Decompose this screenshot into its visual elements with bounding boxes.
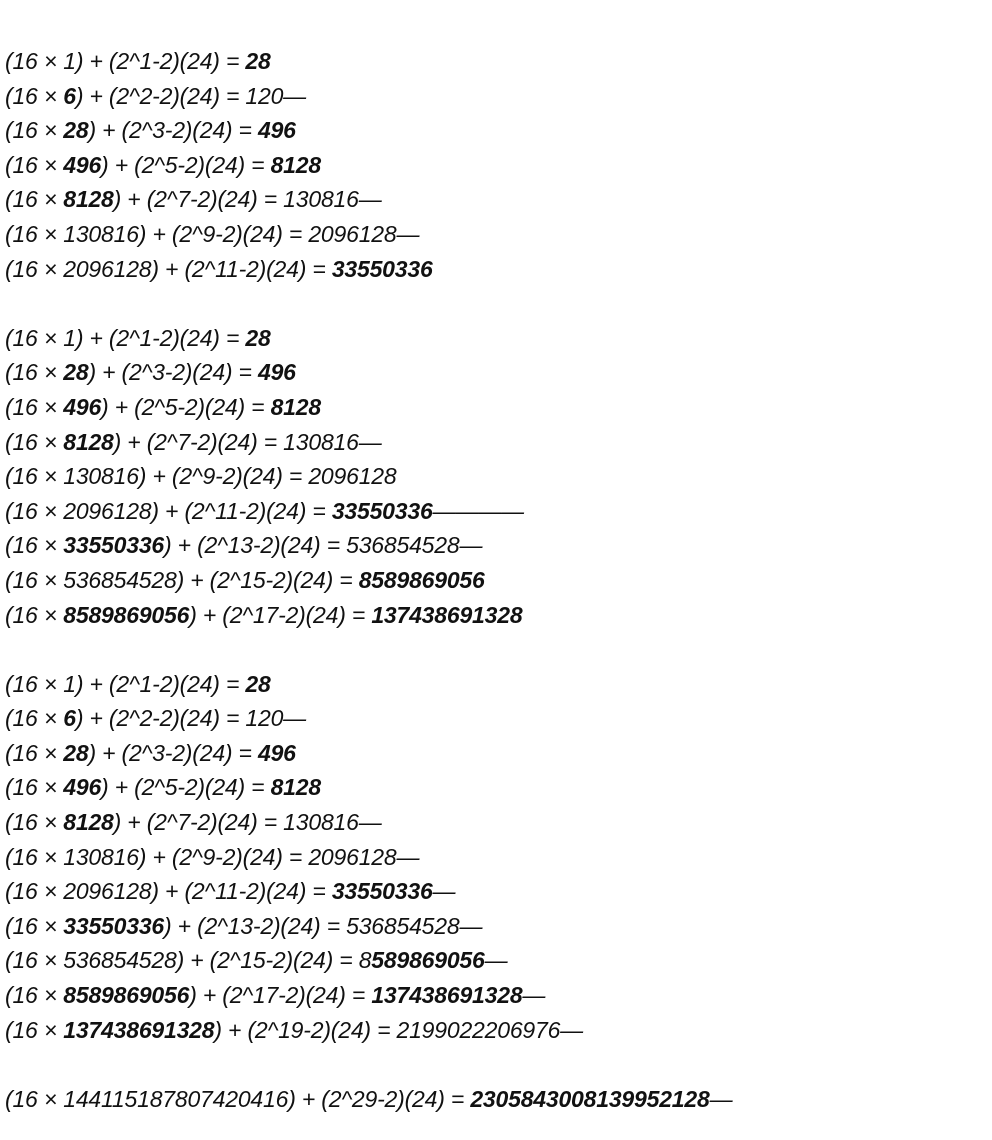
perfect-number: 8128 (63, 809, 114, 836)
perfect-number: 137438691328 (371, 982, 523, 1009)
perfect-number: 28 (63, 117, 89, 144)
equation-text: (16 × (5, 532, 64, 559)
perfect-number: 496 (63, 151, 102, 178)
perfect-number: 8589869056 (63, 601, 190, 628)
block-spacer (5, 632, 985, 667)
equation-text: (16 × (5, 982, 64, 1009)
equation-line (5, 770, 985, 805)
equation-text: (16 × (5, 1016, 64, 1043)
equation-text: (16 × (5, 428, 64, 455)
equation-line (5, 736, 985, 771)
perfect-number: 137438691328 (63, 1016, 215, 1043)
equation-text: — (432, 878, 456, 905)
equation-text: ) + (2^5-2)(24) = (101, 393, 271, 420)
perfect-number: 2305843008139952128 (470, 1085, 710, 1112)
equation-line (5, 1082, 985, 1117)
perfect-number: 496 (63, 393, 102, 420)
equation-text: (16 × 2096128) + (2^11-2)(24) = (5, 497, 332, 524)
perfect-number: 28 (63, 739, 89, 766)
equation-line (5, 390, 985, 425)
equation-text: ) + (2^13-2)(24) = 536854528— (164, 532, 483, 559)
perfect-number: 137438691328 (371, 601, 523, 628)
equation-line (5, 598, 985, 633)
equation-line (5, 321, 985, 356)
equation-line (5, 1013, 985, 1048)
equation-text: (16 × 2096128) + (2^11-2)(24) = (5, 878, 332, 905)
perfect-number: 496 (63, 774, 102, 801)
perfect-number: 496 (257, 359, 296, 386)
equation-block (5, 667, 985, 1048)
perfect-number: 28 (245, 670, 271, 697)
equation-text: (16 × 130816) + (2^9-2)(24) = 2096128 (5, 463, 397, 490)
equation-text: (16 × 130816) + (2^9-2)(24) = 2096128— (5, 843, 420, 870)
equation-text: (16 × (5, 393, 64, 420)
equation-line (5, 909, 985, 944)
equation-line (5, 701, 985, 736)
block-spacer (5, 286, 985, 321)
perfect-number: 8128 (270, 393, 321, 420)
equation-text: (16 × (5, 739, 64, 766)
equation-line (5, 79, 985, 114)
perfect-number: 8128 (63, 186, 114, 213)
equation-text: ) + (2^5-2)(24) = (101, 774, 271, 801)
perfect-number: 8589869056 (63, 982, 190, 1009)
equation-text: (16 × (5, 705, 64, 732)
equation-line (5, 459, 985, 494)
equation-line (5, 494, 985, 529)
perfect-number: 6 (63, 705, 76, 732)
equation-text: ) + (2^17-2)(24) = (189, 601, 372, 628)
equation-text: — (522, 982, 546, 1009)
equation-text: — (709, 1085, 733, 1112)
equation-text: (16 × (5, 601, 64, 628)
equation-block (5, 44, 985, 286)
perfect-number: 6 (63, 82, 76, 109)
equation-text: ) + (2^3-2)(24) = (88, 739, 258, 766)
equation-text: ) + (2^7-2)(24) = 130816— (113, 428, 382, 455)
equation-text: (16 × (5, 809, 64, 836)
equation-line (5, 113, 985, 148)
equation-text: (16 × 1) + (2^1-2)(24) = (5, 48, 246, 74)
equation-line (5, 148, 985, 183)
equation-line (5, 667, 985, 702)
equation-text: (16 × 536854528) + (2^15-2)(24) = (5, 566, 359, 593)
equation-text: ) + (2^3-2)(24) = (88, 359, 258, 386)
equation-text: (16 × (5, 912, 64, 939)
equation-text: ) + (2^17-2)(24) = (189, 982, 372, 1009)
equation-line (5, 44, 985, 79)
equation-text: ) + (2^19-2)(24) = 2199022206976— (214, 1016, 583, 1043)
equation-text: ) + (2^2-2)(24) = 120— (75, 82, 306, 109)
perfect-number: 33550336 (331, 497, 433, 524)
perfect-number: 33550336 (331, 255, 433, 282)
equation-text: (16 × (5, 359, 64, 386)
equation-text: (16 × 1) + (2^1-2)(24) = (5, 670, 246, 697)
perfect-number: 33550336 (63, 532, 164, 559)
perfect-number: 8128 (270, 774, 321, 801)
equation-text: (16 × 1) + (2^1-2)(24) = (5, 324, 246, 351)
equation-line (5, 355, 985, 390)
equation-line (5, 943, 985, 978)
equation-line (5, 805, 985, 840)
equation-text: ) + (2^3-2)(24) = (88, 117, 258, 144)
perfect-number: 8589869056 (358, 566, 485, 593)
equation-line (5, 840, 985, 875)
equation-text: (16 × 2096128) + (2^11-2)(24) = (5, 255, 332, 282)
perfect-number: 589869056 (371, 947, 485, 974)
equation-text: (16 × 144115187807420416) + (2^29-2)(24) = (5, 1085, 471, 1112)
equation-text: (16 × (5, 186, 64, 213)
equation-text: (16 × (5, 151, 64, 178)
equation-text: — (484, 947, 508, 974)
equation-line (5, 874, 985, 909)
perfect-number: 28 (63, 359, 89, 386)
perfect-number: 496 (257, 117, 296, 144)
perfect-number: 8128 (63, 428, 114, 455)
equation-text: (16 × (5, 774, 64, 801)
equation-line (5, 563, 985, 598)
equation-text: ) + (2^13-2)(24) = 536854528— (164, 912, 483, 939)
equation-line (5, 182, 985, 217)
perfect-number: 33550336 (63, 912, 164, 939)
equation-line (5, 425, 985, 460)
perfect-number: 496 (257, 739, 296, 766)
equation-text: ) + (2^7-2)(24) = 130816— (113, 809, 382, 836)
equation-line (5, 252, 985, 287)
perfect-number: 28 (245, 324, 271, 351)
equation-text: (16 × (5, 117, 64, 144)
equation-block (5, 1082, 985, 1117)
equation-text: (16 × 130816) + (2^9-2)(24) = 2096128— (5, 220, 420, 247)
equation-text: ) + (2^2-2)(24) = 120— (75, 705, 306, 732)
equation-text: ———— (432, 497, 524, 524)
block-spacer (5, 1047, 985, 1082)
equation-text: ) + (2^7-2)(24) = 130816— (113, 186, 382, 213)
perfect-number: 28 (245, 48, 271, 74)
equation-line (5, 978, 985, 1013)
equation-line (5, 528, 985, 563)
equation-text: (16 × (5, 82, 64, 109)
perfect-number: 8128 (270, 151, 321, 178)
equation-block (5, 321, 985, 632)
equation-text: (16 × 536854528) + (2^15-2)(24) = 8 (5, 947, 372, 974)
equation-text: ) + (2^5-2)(24) = (101, 151, 271, 178)
perfect-number: 33550336 (331, 878, 433, 905)
equation-document (5, 44, 985, 1116)
equation-line (5, 217, 985, 252)
